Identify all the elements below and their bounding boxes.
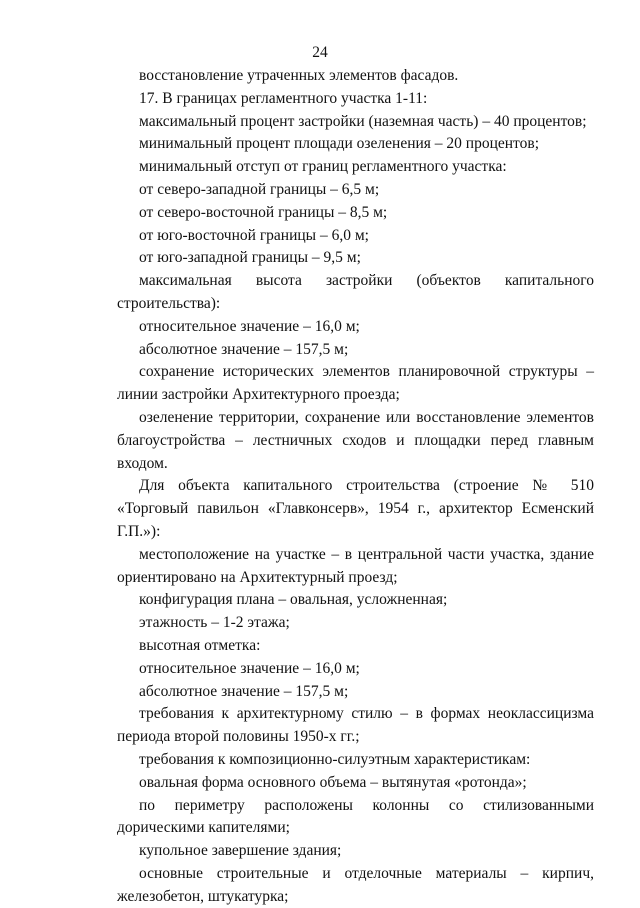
- paragraph: 17. В границах регламентного участка 1-11:: [139, 89, 428, 107]
- paragraph: сохранение исторических элементов планировочной структуры – линии застройки Архитектурного проезда;: [117, 363, 594, 404]
- document-body: [117, 65, 594, 908]
- paragraph: от юго-восточной границы – 6,0 м;: [139, 226, 369, 244]
- paragraph: от юго-западной границы – 9,5 м;: [139, 249, 361, 267]
- paragraph: требования к композиционно-силуэтным характеристикам:: [139, 750, 531, 768]
- paragraph: требования к архитектурному стилю – в формах неоклассицизма периода второй половины 1950-х гг.;: [117, 705, 594, 746]
- paragraph: этажность – 1-2 этажа;: [139, 614, 290, 632]
- paragraph: от северо-западной границы – 6,5 м;: [139, 180, 380, 198]
- paragraph: купольное завершение здания;: [139, 842, 342, 860]
- paragraph: максимальный процент застройки (наземная часть) – 40 процентов;: [139, 112, 587, 130]
- paragraph: по периметру расположены колонны со стилизованными дорическими капителями;: [117, 796, 594, 837]
- paragraph: основные строительные и отделочные материалы – кирпич, железобетон, штукатурка;: [117, 864, 594, 905]
- paragraph: овальная форма основного объема – вытянутая «ротонда»;: [139, 773, 527, 791]
- paragraph: максимальная высота застройки (объектов капитального строительства):: [117, 272, 594, 312]
- paragraph: минимальный процент площади озеленения – 20 процентов;: [139, 135, 540, 153]
- paragraph: от северо-восточной границы – 8,5 м;: [139, 203, 388, 221]
- page-number: 24: [312, 44, 328, 61]
- paragraph: конфигурация плана – овальная, усложненная;: [139, 591, 448, 609]
- paragraph: высотная отметка:: [139, 636, 261, 654]
- paragraph: относительное значение – 16,0 м;: [139, 659, 360, 677]
- paragraph: относительное значение – 16,0 м;: [139, 317, 360, 335]
- paragraph: озеленение территории, сохранение или восстановление элементов благоустройства – лестничных сходов и площадки перед главным входом.: [117, 408, 594, 472]
- paragraph: Для объекта капитального строительства (строение № 510 «Торговый павильон «Главконсерв», 1954 г., архитектор Есменский Г.П.»):: [117, 477, 594, 540]
- paragraph: абсолютное значение – 157,5 м;: [139, 340, 349, 358]
- paragraph: местоположение на участке – в центральной части участка, здание ориентировано на Архитектурный проезд;: [117, 545, 594, 586]
- paragraph: минимальный отступ от границ регламентного участка:: [139, 158, 507, 176]
- paragraph: абсолютное значение – 157,5 м;: [139, 682, 349, 700]
- paragraph: восстановление утраченных элементов фасадов.: [139, 67, 459, 84]
